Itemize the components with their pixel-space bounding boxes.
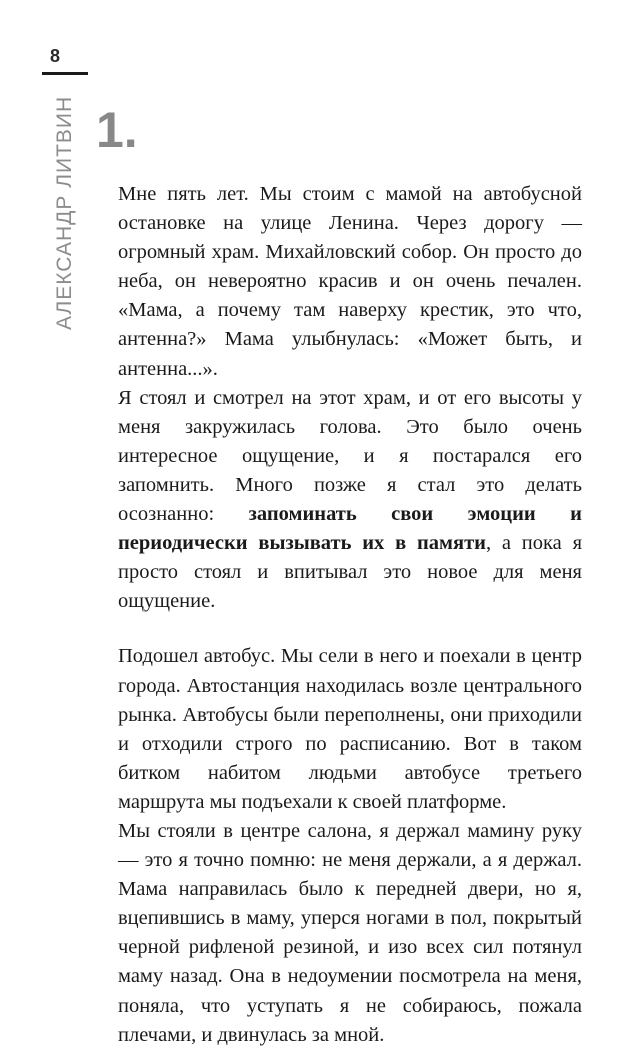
paragraph-2-text-end: , а пока я просто стоял и впитывал это новое для меня ощущение. — [118, 532, 583, 613]
page-number: 8 — [50, 46, 61, 66]
paragraph-1: Мне пять лет. Мы стоим с мамой на автобусной остановке на улице Ленина. Через дорогу — огромный храм. Михайловский собор. Он просто до неба, он невероятно красив и он очень печален. «Мама, а почему там наверху крестик, это что, антенна?» Мама улыбнулась: «Может быть, и антенна...». — [118, 183, 582, 380]
chapter-number: 1. — [96, 102, 138, 158]
paragraph-2-text-start: Я стоял и смотрел на этот храм, и от его высоты у меня закружилась голова. Это было очень интересное ощущение, и я постарался его запомнить. Много позже я стал это делать осознанно: — [118, 386, 582, 526]
running-head-author: АЛЕКСАНДР ЛИТВИН — [53, 95, 76, 330]
page-number-rule — [42, 72, 88, 75]
paragraph-2 — [118, 384, 582, 617]
paragraph-4: Мы стояли в центре салона, я держал мамину руку — это я точно помню: не меня держали, а я держал. Мама направилась было к передней двери, но я, вцепившись в маму, уперся ногами в пол, покрытый черной рифленой резиной, и изо всех сил потянул маму назад. Она в недоумении посмотрела на меня, поняла, что уступать я не собираюсь, пожала плечами, и двинулась за мной. — [118, 819, 582, 1046]
body-text — [118, 180, 582, 1050]
paragraph-3: Подошел автобус. Мы сели в него и поехали в центр города. Автостанция находилась возле центрального рынка. Автобусы были переполнены, они приходили и отходили строго по расписанию. Вот в таком битком набитом людьми автобусе третьего маршрута мы подъехали к своей платформе. — [118, 645, 582, 813]
paragraph-2-bold-phrase: запоминать свои эмоции и периодически вызывать их в памяти — [118, 503, 582, 555]
